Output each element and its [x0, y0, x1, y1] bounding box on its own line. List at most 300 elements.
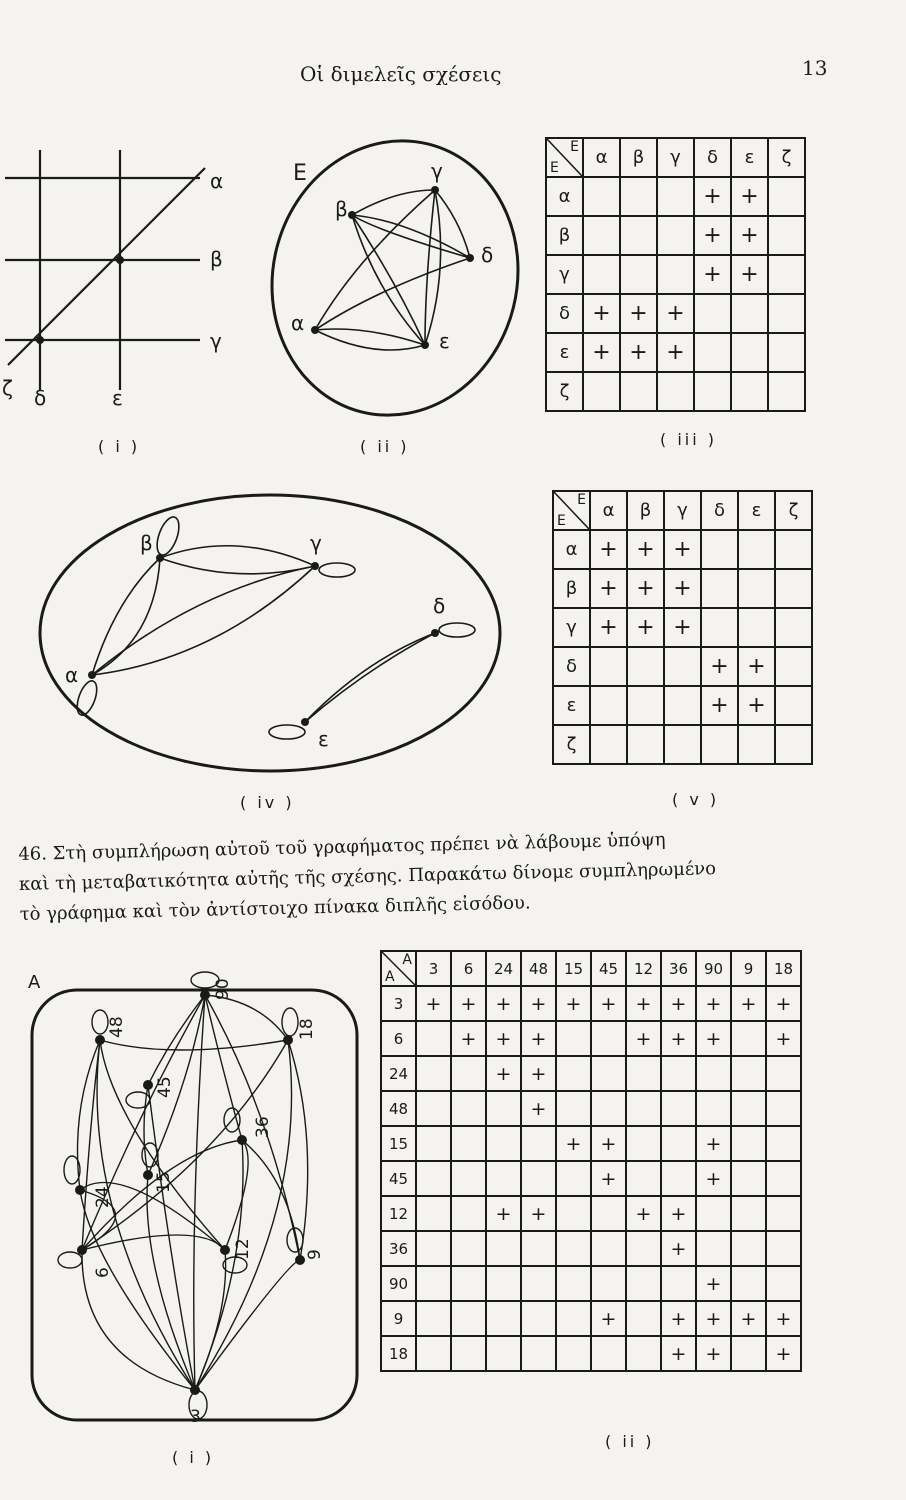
- matrix-cell: [556, 1161, 591, 1196]
- matrix-cell: [591, 1056, 626, 1091]
- matrix-row: [546, 177, 805, 216]
- caption-bottom-ii: ( ii ): [605, 1432, 655, 1451]
- matrix-row: [381, 1021, 801, 1056]
- matrix-cell: [416, 1056, 451, 1091]
- row-header: 15: [381, 1126, 416, 1161]
- caption-top-iii: ( iii ): [660, 430, 717, 449]
- matrix-cell: [766, 1056, 801, 1091]
- matrix-cell: +: [731, 216, 768, 255]
- matrix-cell: +: [696, 1301, 731, 1336]
- label-alpha: α: [210, 169, 224, 193]
- matrix-cell: [701, 725, 738, 764]
- matrix-cell: +: [766, 986, 801, 1021]
- matrix-cell: [696, 1231, 731, 1266]
- row-header: 12: [381, 1196, 416, 1231]
- column-header: α: [590, 491, 627, 530]
- row-header: α: [553, 530, 590, 569]
- body-paragraph: [18, 821, 860, 930]
- matrix-cell: +: [664, 569, 701, 608]
- matrix-row: [381, 1266, 801, 1301]
- matrix-corner: E E: [553, 491, 590, 530]
- matrix-row: [381, 1091, 801, 1126]
- matrix-cell: [626, 1056, 661, 1091]
- matrix-cell: +: [627, 608, 664, 647]
- matrix-cell: +: [661, 1231, 696, 1266]
- label-zeta: ζ: [2, 376, 13, 400]
- matrix-cell: +: [657, 333, 694, 372]
- matrix-cell: [486, 1266, 521, 1301]
- matrix-cell: +: [556, 1126, 591, 1161]
- row-header: β: [546, 216, 583, 255]
- matrix-cell: [451, 1161, 486, 1196]
- matrix-cell: [620, 372, 657, 411]
- caption-top-i: ( i ): [98, 437, 141, 456]
- matrix-cell: +: [521, 1196, 556, 1231]
- paragraph-line-2: καὶ τὴ μεταβατικότητα αὐτῆς τῆς σχέσης. Παρακάτω δίνομε συμπληρωμένο: [18, 858, 717, 895]
- matrix-cell: [738, 569, 775, 608]
- matrix-cell: +: [664, 608, 701, 647]
- matrix-cell: [664, 647, 701, 686]
- matrix-cell: [416, 1091, 451, 1126]
- matrix-cell: [738, 608, 775, 647]
- column-header: ε: [738, 491, 775, 530]
- matrix-cell: [775, 647, 812, 686]
- column-header: β: [627, 491, 664, 530]
- matrix-cell: [521, 1336, 556, 1371]
- matrix-cell: [626, 1126, 661, 1161]
- matrix-cell: [590, 725, 627, 764]
- matrix-cell: +: [521, 1056, 556, 1091]
- matrix-cell: [696, 1091, 731, 1126]
- column-header: ζ: [768, 138, 805, 177]
- node-12: 12: [233, 1238, 253, 1260]
- column-header: 6: [451, 951, 486, 986]
- caption-top-ii: ( ii ): [360, 437, 410, 456]
- column-header: γ: [664, 491, 701, 530]
- matrix-cell: [731, 1126, 766, 1161]
- matrix-cell: +: [731, 986, 766, 1021]
- node-48: 48: [107, 1016, 127, 1038]
- matrix-cell: +: [627, 530, 664, 569]
- figure-ii-graph: [255, 130, 535, 430]
- matrix-cell: [416, 1021, 451, 1056]
- column-header: ε: [731, 138, 768, 177]
- matrix-row: [381, 986, 801, 1021]
- matrix-cell: [657, 177, 694, 216]
- matrix-cell: [731, 1056, 766, 1091]
- matrix-cell: [451, 1196, 486, 1231]
- matrix-cell: [486, 1091, 521, 1126]
- matrix-row: [546, 333, 805, 372]
- column-header: 90: [696, 951, 731, 986]
- matrix-cell: +: [583, 294, 620, 333]
- matrix-cell: [626, 1161, 661, 1196]
- matrix-cell: [731, 1336, 766, 1371]
- matrix-row: [381, 1056, 801, 1091]
- matrix-row: [381, 1161, 801, 1196]
- matrix-cell: [775, 725, 812, 764]
- matrix-cell: +: [451, 1021, 486, 1056]
- row-header: γ: [546, 255, 583, 294]
- matrix-cell: [768, 177, 805, 216]
- matrix-cell: [731, 1196, 766, 1231]
- row-header: 18: [381, 1336, 416, 1371]
- matrix-cell: [775, 608, 812, 647]
- matrix-cell: [626, 1266, 661, 1301]
- matrix-row: [546, 372, 805, 411]
- node-3: 3: [190, 1407, 201, 1427]
- matrix-cell: [556, 1266, 591, 1301]
- matrix-cell: +: [661, 1021, 696, 1056]
- matrix-cell: [556, 1091, 591, 1126]
- node-beta: β: [335, 197, 348, 221]
- matrix-cell: +: [661, 1301, 696, 1336]
- matrix-cell: [657, 372, 694, 411]
- matrix-cell: [694, 333, 731, 372]
- node-15: 15: [154, 1171, 174, 1193]
- matrix-cell: [701, 569, 738, 608]
- caption-bottom-i: ( i ): [172, 1448, 215, 1467]
- matrix-cell: [521, 1301, 556, 1336]
- matrix-cell: +: [626, 1021, 661, 1056]
- matrix-row: [381, 1196, 801, 1231]
- matrix-cell: +: [486, 1056, 521, 1091]
- matrix-cell: [556, 1336, 591, 1371]
- column-header: ζ: [775, 491, 812, 530]
- matrix-cell: +: [591, 1126, 626, 1161]
- matrix-cell: [486, 1126, 521, 1161]
- matrix-cell: +: [694, 255, 731, 294]
- matrix-cell: [416, 1126, 451, 1161]
- matrix-cell: +: [696, 1266, 731, 1301]
- node-gamma: γ: [431, 159, 443, 183]
- matrix-cell: +: [591, 1161, 626, 1196]
- matrix-cell: [696, 1196, 731, 1231]
- matrix-cell: [661, 1091, 696, 1126]
- matrix-cell: +: [731, 177, 768, 216]
- row-header: α: [546, 177, 583, 216]
- matrix-cell: [583, 372, 620, 411]
- matrix-cell: [591, 1021, 626, 1056]
- row-header: γ: [553, 608, 590, 647]
- matrix-cell: [701, 608, 738, 647]
- matrix-row: [553, 686, 812, 725]
- matrix-cell: [591, 1196, 626, 1231]
- row-header: δ: [553, 647, 590, 686]
- node-6: 6: [93, 1267, 113, 1278]
- matrix-cell: [661, 1056, 696, 1091]
- matrix-cell: +: [583, 333, 620, 372]
- matrix-cell: [521, 1231, 556, 1266]
- matrix-cell: [731, 1091, 766, 1126]
- column-header: 15: [556, 951, 591, 986]
- node-alpha: α: [291, 311, 305, 335]
- column-header: γ: [657, 138, 694, 177]
- matrix-cell: [661, 1126, 696, 1161]
- matrix-row: [553, 569, 812, 608]
- node-delta: δ: [433, 594, 446, 618]
- node-18: 18: [297, 1018, 317, 1040]
- matrix-cell: [657, 216, 694, 255]
- matrix-cell: [591, 1091, 626, 1126]
- matrix-cell: +: [766, 1336, 801, 1371]
- matrix-cell: [416, 1266, 451, 1301]
- matrix-cell: +: [486, 986, 521, 1021]
- matrix-cell: +: [590, 569, 627, 608]
- row-header: 24: [381, 1056, 416, 1091]
- matrix-cell: [657, 255, 694, 294]
- matrix-row: [381, 1301, 801, 1336]
- matrix-cell: [627, 725, 664, 764]
- matrix-cell: [766, 1126, 801, 1161]
- matrix-cell: [768, 255, 805, 294]
- column-header: δ: [694, 138, 731, 177]
- column-header: 9: [731, 951, 766, 986]
- matrix-cell: +: [591, 986, 626, 1021]
- matrix-cell: [731, 1021, 766, 1056]
- matrix-cell: [731, 333, 768, 372]
- matrix-cell: [486, 1301, 521, 1336]
- label-beta: β: [210, 247, 223, 271]
- node-beta: β: [140, 531, 153, 555]
- matrix-row: [553, 725, 812, 764]
- paragraph-line-1: 46. Στὴ συμπλήρωση αὐτοῦ τοῦ γραφήματος πρέπει νὰ λάβουμε ὑπόψη: [18, 829, 666, 865]
- matrix-cell: +: [731, 255, 768, 294]
- matrix-cell: [521, 1161, 556, 1196]
- matrix-cell: [626, 1301, 661, 1336]
- figure-iv-graph: [35, 490, 535, 780]
- node-epsilon: ε: [318, 727, 329, 751]
- row-header: ζ: [546, 372, 583, 411]
- matrix-v: [552, 490, 813, 765]
- matrix-cell: +: [696, 1336, 731, 1371]
- matrix-row: [381, 1231, 801, 1266]
- row-header: 48: [381, 1091, 416, 1126]
- matrix-cell: [416, 1161, 451, 1196]
- matrix-cell: +: [521, 986, 556, 1021]
- caption-top-v: ( v ): [672, 790, 720, 809]
- matrix-cell: +: [626, 1196, 661, 1231]
- matrix-cell: +: [556, 986, 591, 1021]
- matrix-cell: +: [701, 647, 738, 686]
- column-header: 48: [521, 951, 556, 986]
- matrix-cell: +: [696, 986, 731, 1021]
- node-36: 36: [253, 1116, 273, 1138]
- matrix-cell: [768, 372, 805, 411]
- matrix-row: [553, 530, 812, 569]
- matrix-cell: [591, 1231, 626, 1266]
- matrix-cell: [451, 1056, 486, 1091]
- node-45: 45: [155, 1076, 175, 1098]
- node-epsilon: ε: [439, 329, 450, 353]
- matrix-cell: +: [620, 294, 657, 333]
- matrix-cell: [627, 647, 664, 686]
- matrix-cell: [416, 1231, 451, 1266]
- matrix-cell: +: [521, 1021, 556, 1056]
- matrix-cell: +: [738, 647, 775, 686]
- row-header: 36: [381, 1231, 416, 1266]
- matrix-cell: [775, 530, 812, 569]
- matrix-cell: +: [590, 530, 627, 569]
- matrix-cell: +: [696, 1161, 731, 1196]
- matrix-row: [553, 647, 812, 686]
- node-9: 9: [305, 1249, 325, 1260]
- node-gamma: γ: [310, 531, 322, 555]
- row-header: 90: [381, 1266, 416, 1301]
- matrix-cell: +: [701, 686, 738, 725]
- matrix-cell: +: [661, 986, 696, 1021]
- matrix-cell: [451, 1231, 486, 1266]
- matrix-cell: [451, 1336, 486, 1371]
- node-24: 24: [93, 1186, 113, 1208]
- matrix-cell: [626, 1336, 661, 1371]
- matrix-cell: [590, 647, 627, 686]
- matrix-cell: +: [451, 986, 486, 1021]
- node-delta: δ: [481, 243, 494, 267]
- matrix-cell: [766, 1231, 801, 1266]
- label-delta: δ: [34, 386, 47, 410]
- matrix-cell: [626, 1091, 661, 1126]
- matrix-cell: [583, 177, 620, 216]
- matrix-cell: [556, 1196, 591, 1231]
- label-gamma: γ: [210, 329, 222, 353]
- matrix-cell: [626, 1231, 661, 1266]
- row-header: δ: [546, 294, 583, 333]
- caption-top-iv: ( iv ): [240, 793, 295, 812]
- matrix-cell: +: [696, 1021, 731, 1056]
- matrix-cell: +: [591, 1301, 626, 1336]
- matrix-cell: +: [731, 1301, 766, 1336]
- matrix-cell: [583, 216, 620, 255]
- matrix-cell: +: [738, 686, 775, 725]
- column-header: 12: [626, 951, 661, 986]
- matrix-cell: [556, 1301, 591, 1336]
- column-header: 3: [416, 951, 451, 986]
- matrix-cell: +: [766, 1301, 801, 1336]
- matrix-corner: E E: [546, 138, 583, 177]
- matrix-cell: +: [661, 1196, 696, 1231]
- matrix-cell: [620, 255, 657, 294]
- matrix-cell: [731, 1266, 766, 1301]
- matrix-cell: [451, 1266, 486, 1301]
- matrix-cell: [620, 177, 657, 216]
- matrix-cell: [521, 1126, 556, 1161]
- matrix-cell: [738, 530, 775, 569]
- set-label-A: A: [28, 972, 41, 993]
- matrix-cell: [664, 725, 701, 764]
- row-header: ε: [553, 686, 590, 725]
- node-alpha: α: [65, 663, 79, 687]
- matrix-cell: [416, 1336, 451, 1371]
- matrix-cell: [696, 1056, 731, 1091]
- matrix-cell: +: [661, 1336, 696, 1371]
- matrix-cell: +: [521, 1091, 556, 1126]
- matrix-iii: [545, 137, 806, 412]
- matrix-cell: [451, 1091, 486, 1126]
- matrix-cell: [583, 255, 620, 294]
- matrix-cell: +: [627, 569, 664, 608]
- matrix-cell: [591, 1336, 626, 1371]
- matrix-row: [381, 1126, 801, 1161]
- matrix-cell: [701, 530, 738, 569]
- matrix-cell: [486, 1161, 521, 1196]
- matrix-cell: +: [664, 530, 701, 569]
- matrix-row: [546, 216, 805, 255]
- matrix-cell: +: [416, 986, 451, 1021]
- matrix-cell: [416, 1301, 451, 1336]
- matrix-cell: [766, 1161, 801, 1196]
- matrix-row: [553, 608, 812, 647]
- row-header: β: [553, 569, 590, 608]
- matrix-cell: [775, 686, 812, 725]
- matrix-cell: [627, 686, 664, 725]
- row-header: 6: [381, 1021, 416, 1056]
- matrix-cell: [766, 1266, 801, 1301]
- matrix-cell: [731, 372, 768, 411]
- column-header: α: [583, 138, 620, 177]
- matrix-cell: [556, 1021, 591, 1056]
- figure-bottom-i-graph: [20, 960, 370, 1430]
- matrix-cell: +: [696, 1126, 731, 1161]
- matrix-cell: [768, 216, 805, 255]
- matrix-row: [546, 255, 805, 294]
- matrix-corner: A A: [381, 951, 416, 986]
- node-90: 90: [213, 978, 233, 1000]
- matrix-cell: [556, 1231, 591, 1266]
- matrix-cell: +: [657, 294, 694, 333]
- label-epsilon: ε: [112, 386, 123, 410]
- row-header: 3: [381, 986, 416, 1021]
- paragraph-line-3: τὸ γράφημα καὶ τὸν ἀντίστοιχο πίνακα διπλῆς εἰσόδου.: [19, 892, 531, 925]
- matrix-cell: +: [620, 333, 657, 372]
- set-label-E: E: [293, 161, 307, 186]
- matrix-cell: +: [626, 986, 661, 1021]
- matrix-cell: [451, 1301, 486, 1336]
- matrix-cell: [451, 1126, 486, 1161]
- row-header: 9: [381, 1301, 416, 1336]
- matrix-cell: [731, 1161, 766, 1196]
- matrix-cell: [521, 1266, 556, 1301]
- matrix-cell: [661, 1266, 696, 1301]
- matrix-cell: [486, 1231, 521, 1266]
- matrix-cell: [416, 1196, 451, 1231]
- matrix-cell: [694, 372, 731, 411]
- matrix-cell: +: [486, 1196, 521, 1231]
- column-header: δ: [701, 491, 738, 530]
- matrix-cell: [766, 1091, 801, 1126]
- row-header: ζ: [553, 725, 590, 764]
- matrix-cell: [590, 686, 627, 725]
- page-number: 13: [802, 56, 828, 80]
- matrix-cell: [768, 333, 805, 372]
- matrix-cell: [775, 569, 812, 608]
- matrix-cell: +: [486, 1021, 521, 1056]
- matrix-cell: +: [694, 177, 731, 216]
- column-header: 45: [591, 951, 626, 986]
- matrix-bottom-ii: [380, 950, 802, 1372]
- column-header: β: [620, 138, 657, 177]
- matrix-cell: +: [766, 1021, 801, 1056]
- matrix-cell: [591, 1266, 626, 1301]
- matrix-cell: [694, 294, 731, 333]
- column-header: 18: [766, 951, 801, 986]
- matrix-cell: +: [590, 608, 627, 647]
- row-header: ε: [546, 333, 583, 372]
- matrix-cell: [731, 294, 768, 333]
- matrix-cell: [556, 1056, 591, 1091]
- matrix-cell: [766, 1196, 801, 1231]
- matrix-row: [546, 294, 805, 333]
